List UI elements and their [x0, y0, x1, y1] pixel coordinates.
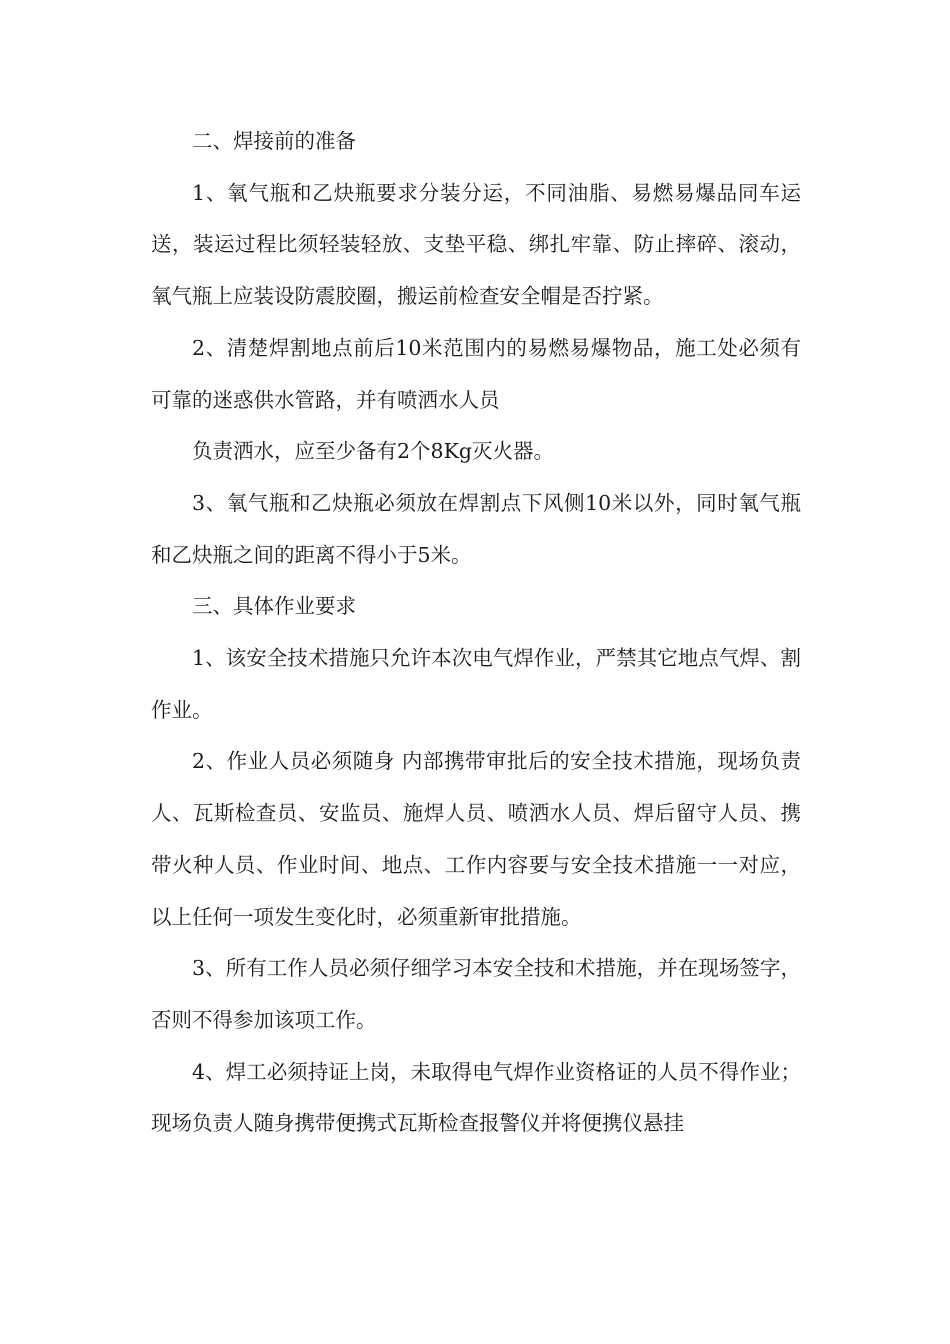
paragraph-requirement-3: 3、所有工作人员必须仔细学习本安全技和术措施，并在现场签字，否则不得参加该项工作。 — [151, 956, 801, 1032]
paragraph-cylinder-placement: 3、氧气瓶和乙炔瓶必须放在焊割点下风侧10米以外，同时氧气瓶和乙炔瓶之间的距离不得小于5米。 — [151, 490, 801, 567]
section-heading-welding-preparation: 二、焊接前的准备 — [192, 129, 356, 153]
paragraph-clear-flammables: 2、清楚焊割地点前后10米范围内的易燃易爆物品，施工处必须有可靠的迷惑供水管路，并有喷洒水人员 — [151, 335, 801, 412]
paragraph-requirement-1: 1、该安全技术措施只允许本次电气焊作业，严禁其它地点气焊、割作业。 — [151, 646, 801, 722]
paragraph-fire-extinguishers: 负责洒水，应至少备有2个8Kg灭火器。 — [192, 439, 555, 464]
paragraph-cylinder-transport: 1、氧气瓶和乙炔瓶要求分装分运，不同油脂、易燃易爆品同车运送，装运过程比须轻装轻放、支垫平稳、绑扎牢靠、防止摔碎、滚动，氧气瓶上应装设防震胶圈，搬运前检查安全帽是否拧紧。 — [151, 180, 801, 309]
document-body — [151, 116, 801, 1150]
paragraph-requirement-4: 4、焊工必须持证上岗，未取得电气焊作业资格证的人员不得作业；现场负责人随身携带便携式瓦斯检查报警仪并将便携仪悬挂 — [151, 1059, 801, 1136]
section-heading-work-requirements: 三、具体作业要求 — [192, 594, 356, 619]
paragraph-requirement-2: 2、作业人员必须随身 内部携带审批后的安全技术措施，现场负责人、瓦斯检查员、安监员、施焊人员、喷洒水人员、焊后留守人员、携带火种人员、作业时间、地点、工作内容要与安全技术措施一一对应，以上任何一项发生变化时，必须重新审批措施。 — [151, 749, 801, 929]
